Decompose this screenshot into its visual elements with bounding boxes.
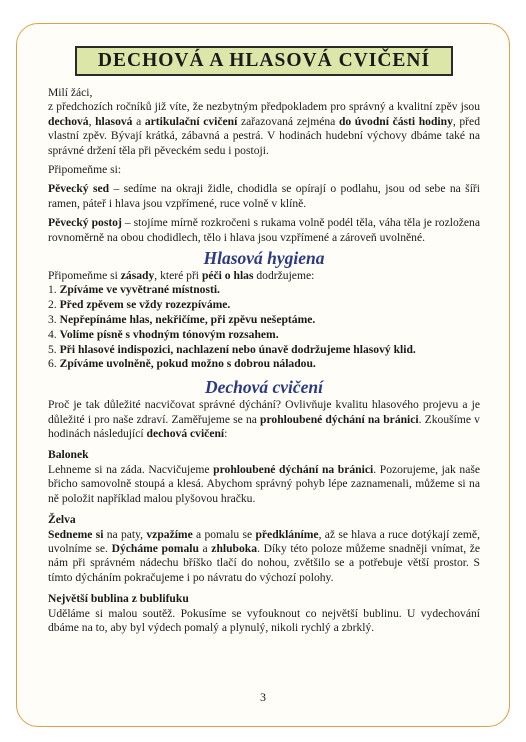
bold-text: Sedneme si [48, 527, 104, 541]
text-run: , před vlastní zpěv. Bývají krátká, zábavná a pestrá. V hodinách hudební výchovy dbáme také na správné držení těla při pěveckém sedu i postoji. [48, 114, 480, 157]
text-run: a [198, 541, 212, 555]
text-run: , které při [154, 269, 202, 283]
hygiene-item: 4. Volíme písně s vhodným tónovým rozsahem. [48, 327, 279, 341]
hygiene-list [48, 283, 480, 372]
text-run: Lehneme si na záda. Nacvičujeme [48, 462, 214, 476]
bold-text: Pěvecký postoj [48, 216, 122, 230]
breathing-intro [48, 398, 480, 441]
hygiene-item: 1. Zpíváme ve vyvětrané místnosti. [48, 283, 220, 297]
exercise-text-balonek [48, 463, 480, 506]
text-run: . Pozorujeme, jak naše břicho samovolně stoupá a klesá. Abychom správný pohyb lépe zaznamenali, můžeme si na ně položit například malou plyšovou hračku. [48, 462, 480, 505]
text-run: zařazovaná zejména [237, 114, 339, 128]
exercise-text-zelva [48, 528, 480, 586]
text-run: – stojíme mírně rozkročeni s rukama volně podél těla, váha těla je rozložena rovnoměrně na obou chodidlech, tělo i hlava jsou vzpřímené a zároveň uvolněné. [48, 216, 480, 244]
greeting: Milí žáci, [48, 86, 93, 99]
hygiene-item: 6. Zpíváme uvolněně, pokud možno s dobrou náladou. [48, 357, 316, 371]
pevecky-postoj-paragraph [48, 216, 480, 245]
exercise-title-balonek: Balonek [48, 448, 89, 462]
text-run: dodržujeme: [253, 269, 315, 283]
bold-text: zhluboka [211, 541, 258, 555]
text-run: , [88, 114, 96, 128]
bold-text: Dýcháme pomalu [111, 541, 199, 555]
text-run: a [132, 114, 145, 128]
bold-text: hlasová [95, 114, 133, 128]
bold-text: zásady [120, 269, 155, 283]
hygiene-item: 3. Nepřepínáme hlas, nekřičíme, při zpěvu nešeptáme. [48, 313, 316, 327]
hygiene-item: 5. Při hlasové indispozici, nachlazení nebo únavě dodržujeme hlasový klid. [48, 342, 416, 356]
hygiene-item: 2. Před zpěvem se vždy rozezpíváme. [48, 298, 231, 312]
exercise-title-zelva: Želva [48, 513, 76, 527]
bold-text: prohloubené dýchání na bránici [260, 412, 419, 426]
text-run: : [224, 427, 228, 441]
text-run: z předchozích ročníků již víte, že nezbytným předpokladem pro správný a kvalitní zpěv jsou [48, 100, 480, 114]
bold-text: dechová cvičení [146, 427, 225, 441]
remind-line: Připomeňme si: [48, 163, 122, 177]
bold-text: vzpažíme [146, 527, 193, 541]
bold-text: Pěvecký sed [48, 182, 110, 196]
text-run: Uděláme si malou soutěž. Pokusíme se vyfouknout co největší bublinu. U vydechování dbáme na to, aby byl výdech pomalý a plynulý, nikoli rychlý a zbrklý. [48, 606, 480, 634]
bold-text: péči o hlas [201, 269, 254, 283]
bold-text: předkláníme [255, 527, 319, 541]
page-number: 3 [260, 690, 266, 704]
bold-text: dechová [48, 114, 89, 128]
text-run: . Díky této poloze můžeme snadněji vnímat, že nám při správném nádechu bříško tlačí do nohou, zvětšilo se a potřebuje větší prostor. S tímto dýcháním pokračujeme i po návratu do výchozí polohy. [48, 541, 480, 584]
exercise-text-bublina [48, 607, 480, 636]
text-run: a pomalu se [192, 527, 256, 541]
intro-paragraph [48, 100, 480, 158]
text-run: Připomeňme si [48, 269, 121, 283]
pevecky-sed-paragraph [48, 182, 480, 211]
text-run: Proč je tak důležité nacvičovat správné dýchání? Ovlivňuje kvalitu hlasového projevu a je důležité i pro naše zdraví. Zaměřujeme se na [48, 398, 480, 426]
exercise-title-bublina: Největší bublina z bublifuku [48, 592, 189, 606]
text-run: , až se hlava a ruce dotýkají země, uvolníme se. [48, 527, 480, 555]
text-run: . Zkoušíme v hodinách následující [48, 412, 480, 441]
bold-text: prohloubené dýchání na bránici [213, 462, 374, 476]
text-run: – sedíme na okraji židle, chodidla se opírají o podlahu, jsou od sebe na šíři ramen, páteř i hlava jsou vzpřímené, ruce volně v klíně. [48, 182, 480, 210]
hygiene-intro [48, 269, 480, 283]
page-title: DECHOVÁ A HLASOVÁ CVIČENÍ [97, 50, 431, 71]
title-box [75, 46, 453, 76]
text-run: na paty, [103, 527, 147, 541]
section-heading-breathing: Dechová cvičení [204, 377, 324, 398]
bold-text: artikulační cvičení [144, 114, 238, 128]
bold-text: do úvodní části hodiny [338, 114, 453, 128]
section-heading-hygiene: Hlasová hygiena [203, 248, 325, 269]
content [48, 86, 480, 635]
